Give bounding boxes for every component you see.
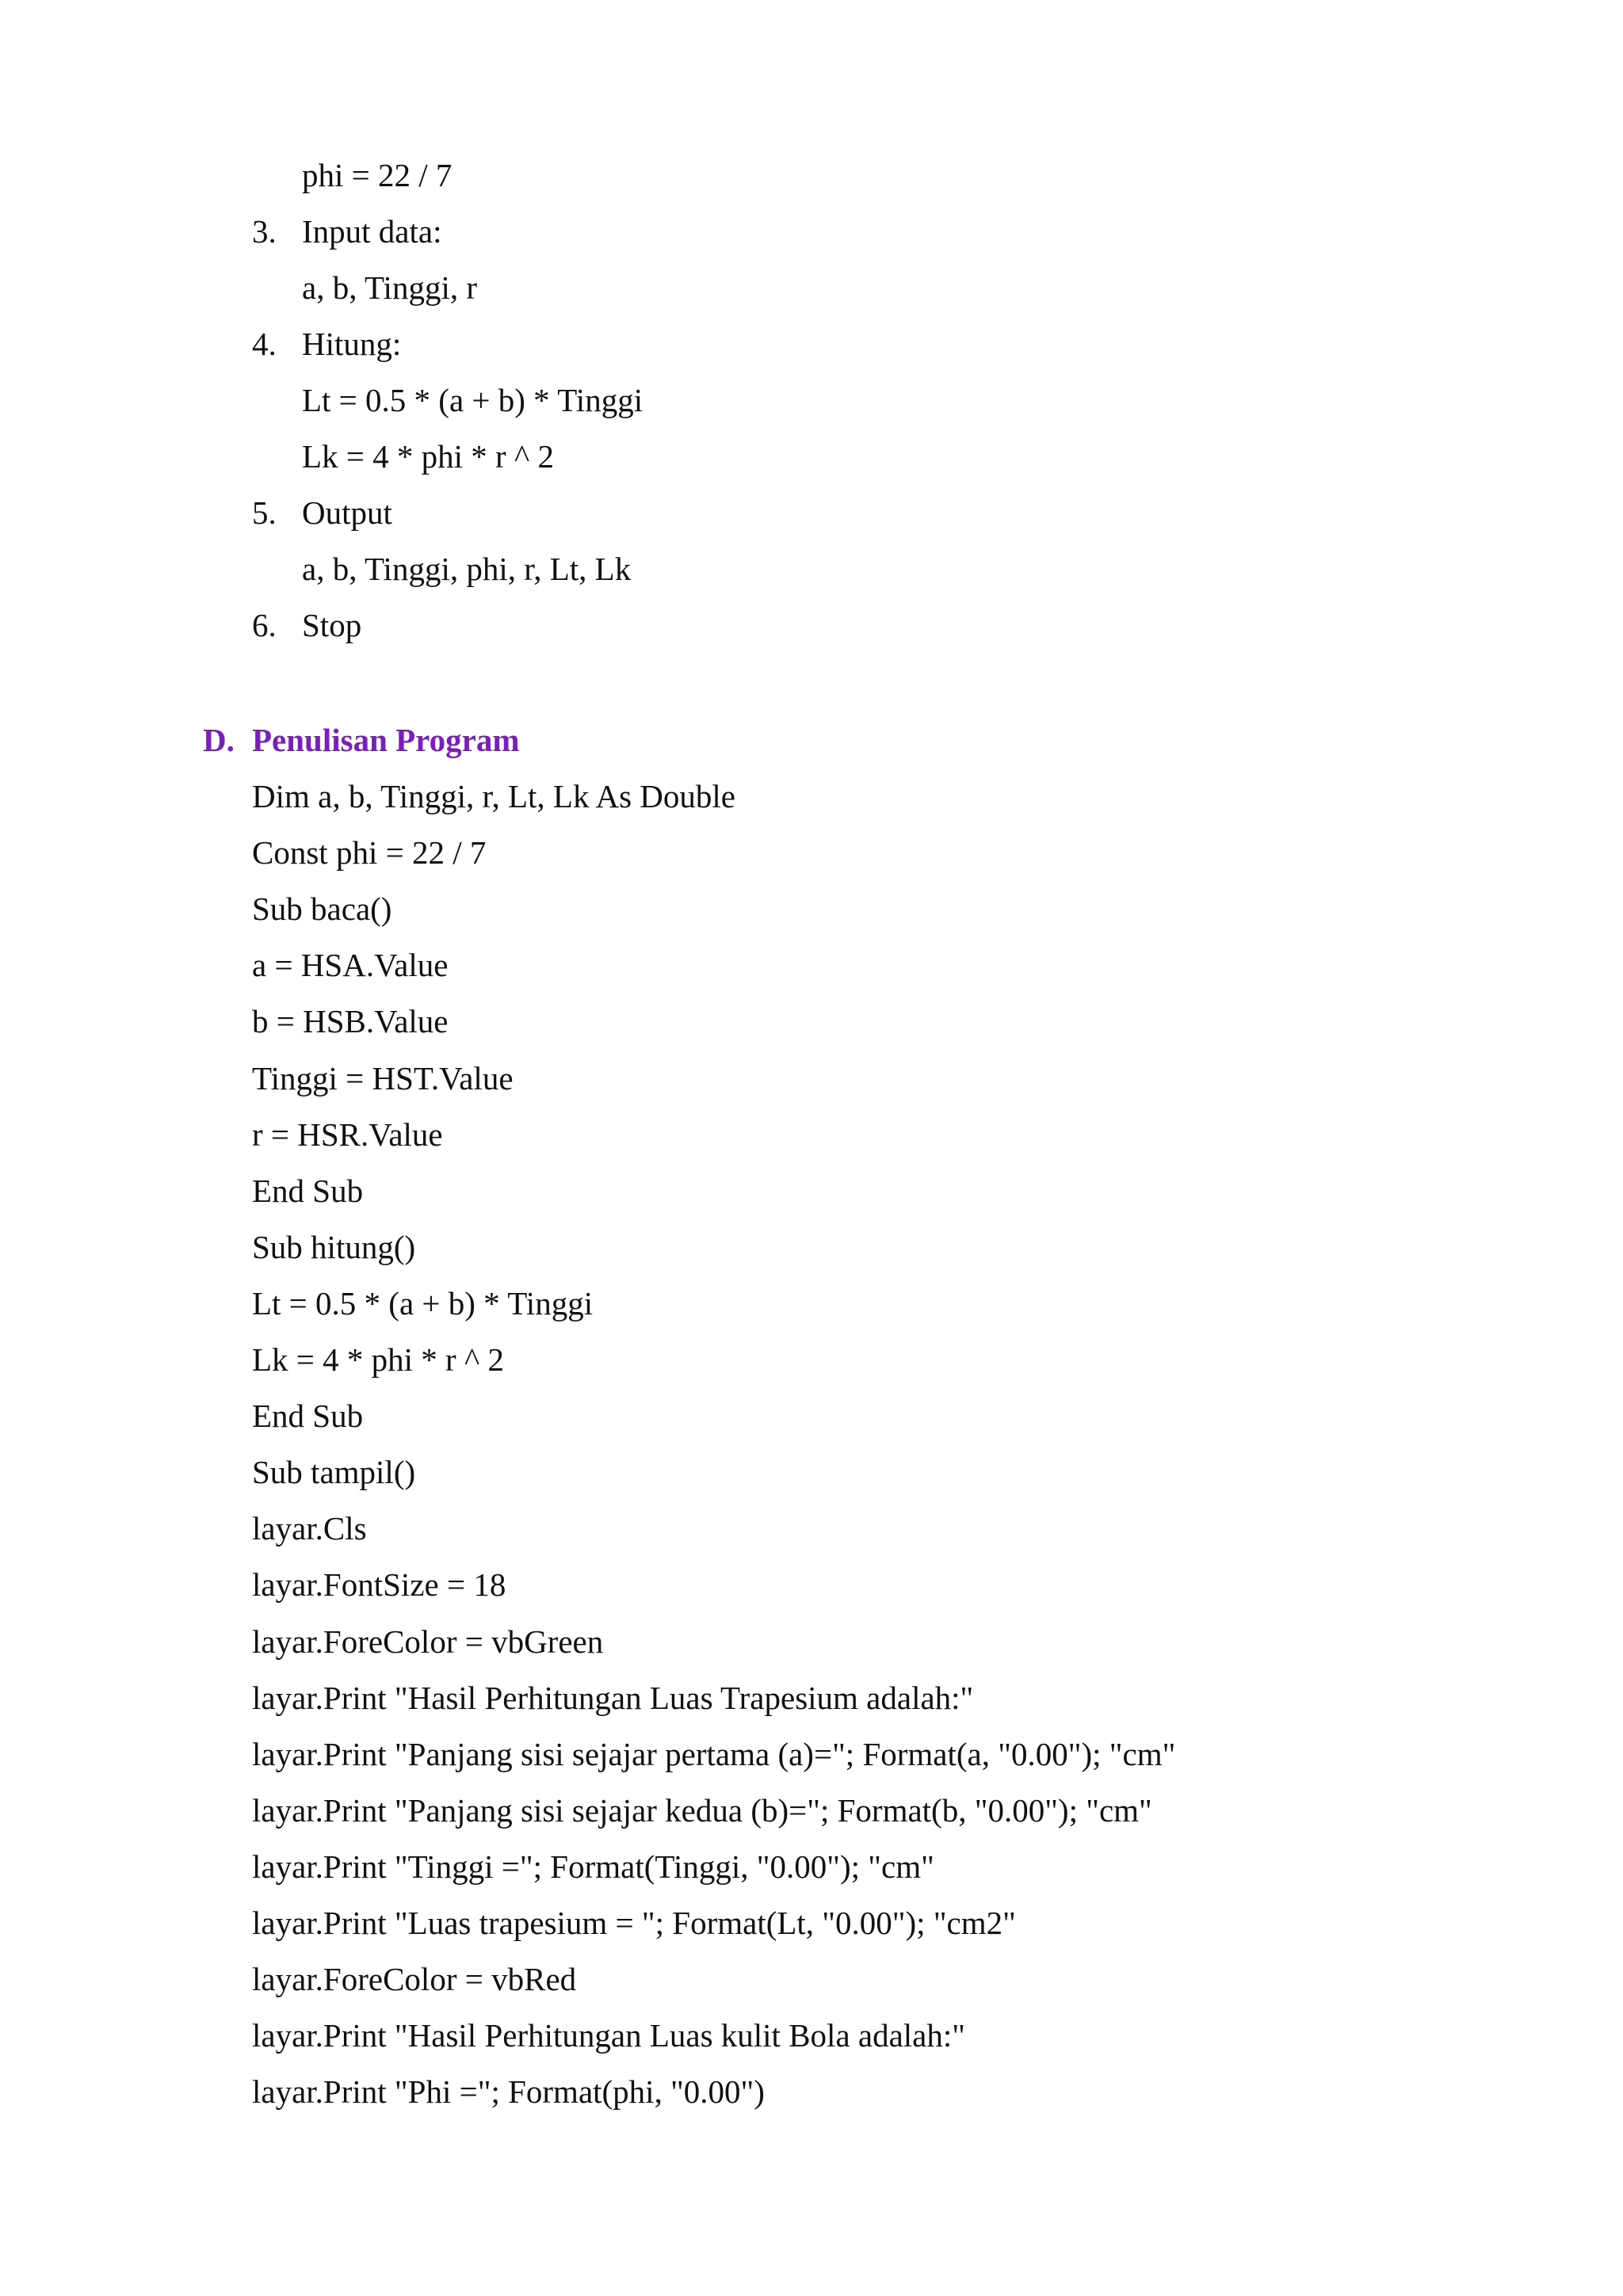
- code-line: Sub hitung(): [252, 1229, 416, 1265]
- step-title: Output: [302, 494, 392, 531]
- code-line: a = HSA.Value: [252, 947, 449, 983]
- step-number: 5.: [252, 494, 277, 531]
- code-line: Sub tampil(): [252, 1454, 416, 1490]
- code-line: layar.Print "Tinggi ="; Format(Tinggi, "0.00"); "cm": [252, 1848, 934, 1885]
- step-number: 4.: [252, 326, 277, 362]
- step-detail: a, b, Tinggi, r: [302, 269, 477, 306]
- step-detail: a, b, Tinggi, phi, r, Lt, Lk: [302, 551, 632, 587]
- step-number: 3.: [252, 213, 277, 250]
- code-line: layar.Print "Panjang sisi sejajar kedua (b)="; Format(b, "0.00"); "cm": [252, 1792, 1152, 1829]
- code-line: b = HSB.Value: [252, 1003, 449, 1039]
- step-detail: phi = 22 / 7: [302, 157, 453, 193]
- code-line: layar.ForeColor = vbGreen: [252, 1623, 604, 1660]
- code-line: End Sub: [252, 1173, 364, 1209]
- code-line: Lt = 0.5 * (a + b) * Tinggi: [252, 1285, 594, 1322]
- code-line: Const phi = 22 / 7: [252, 834, 487, 871]
- step-title: Stop: [302, 607, 362, 643]
- code-line: r = HSR.Value: [252, 1116, 443, 1153]
- code-line: layar.Print "Luas trapesium = "; Format(Lt, "0.00"); "cm2": [252, 1905, 1016, 1941]
- step-number: 6.: [252, 607, 277, 643]
- step-detail: Lk = 4 * phi * r ^ 2: [302, 438, 554, 475]
- code-line: layar.Print "Panjang sisi sejajar pertama (a)="; Format(a, "0.00"); "cm": [252, 1736, 1176, 1772]
- code-line: layar.Print "Phi ="; Format(phi, "0.00"): [252, 2073, 765, 2110]
- code-line: Sub baca(): [252, 891, 392, 927]
- code-line: layar.Cls: [252, 1510, 367, 1547]
- code-line: layar.Print "Hasil Perhitungan Luas Trapesium adalah:": [252, 1680, 974, 1716]
- step-detail: Lt = 0.5 * (a + b) * Tinggi: [302, 382, 643, 418]
- code-line: layar.ForeColor = vbRed: [252, 1961, 577, 1997]
- code-line: End Sub: [252, 1398, 364, 1434]
- code-line: layar.Print "Hasil Perhitungan Luas kulit Bola adalah:": [252, 2017, 965, 2054]
- section-title: Penulisan Program: [252, 722, 520, 758]
- section-letter: D.: [203, 722, 235, 758]
- code-line: Lk = 4 * phi * r ^ 2: [252, 1341, 504, 1378]
- code-line: Tinggi = HST.Value: [252, 1060, 514, 1097]
- step-title: Input data:: [302, 213, 442, 250]
- code-line: layar.FontSize = 18: [252, 1566, 506, 1603]
- code-line: Dim a, b, Tinggi, r, Lt, Lk As Double: [252, 778, 735, 814]
- step-title: Hitung:: [302, 326, 402, 362]
